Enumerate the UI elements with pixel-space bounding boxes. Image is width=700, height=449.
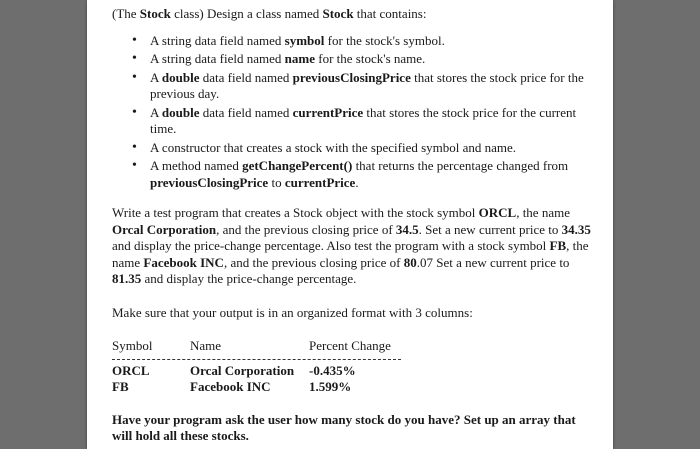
intro-bold: Stock	[139, 6, 171, 21]
para-bold: 81.35	[112, 271, 142, 286]
para-bold: Orcal Corporation	[112, 221, 217, 237]
table-header-row	[112, 338, 592, 355]
item-bold: currentPrice	[292, 104, 364, 120]
cell-name: Orcal Corporation	[190, 362, 295, 378]
output-table	[112, 338, 592, 396]
para-text: , the name	[516, 205, 570, 220]
item-text: data field named	[199, 104, 293, 120]
final-instruction: Have your program ask the user how many stock do you have? Set up an array that will hold all these stocks.	[112, 411, 576, 443]
cell-percent: -0.435%	[309, 362, 356, 378]
test-program-paragraph	[112, 205, 592, 288]
para-bold: FB	[549, 238, 567, 253]
para-text: , the name	[112, 238, 589, 270]
para-bold: 34.35	[561, 221, 591, 237]
cell-name: Facebook INC	[190, 379, 271, 394]
item-text: A	[150, 69, 162, 85]
para-text: and display the price-change percentage.	[141, 271, 357, 286]
item-bold: currentPrice	[284, 174, 356, 190]
item-text: that stores the stock price for the current time.	[150, 104, 577, 136]
item-text: A string data field named	[150, 32, 285, 48]
cell-symbol: FB	[112, 379, 129, 394]
format-instruction: Make sure that your output is in an organized format with 3 columns:	[112, 304, 473, 320]
para-text: , and the previous closing price of	[216, 221, 396, 237]
intro-bold: Stock	[322, 6, 354, 21]
document-content	[112, 6, 592, 445]
item-bold: symbol	[284, 32, 325, 48]
item-bold: double	[161, 69, 200, 85]
item-text: for the stock's symbol.	[324, 32, 445, 48]
item-text: .	[355, 174, 359, 190]
cell-symbol: ORCL	[112, 362, 150, 378]
para-bold: Facebook INC	[143, 254, 224, 270]
para-bold: ORCL	[478, 205, 517, 220]
intro-text: that contains:	[353, 6, 427, 21]
item-bold: double	[161, 104, 200, 120]
intro-line	[112, 6, 592, 23]
list-item	[150, 140, 592, 157]
dashed-divider	[112, 359, 401, 360]
list-item	[150, 33, 592, 50]
table-row	[112, 379, 592, 396]
para-bold: 80	[403, 254, 417, 270]
item-bold: name	[284, 51, 316, 66]
table-row	[112, 363, 592, 380]
document-page	[87, 0, 613, 449]
cell-percent: 1.599%	[309, 379, 352, 394]
list-item	[150, 51, 592, 68]
para-text: and display the price-change percentage. Also test the program with a stock symbol	[112, 238, 550, 253]
list-item	[150, 158, 592, 191]
item-text: A string data field named	[150, 51, 285, 66]
item-text: to	[268, 174, 285, 190]
item-text: that returns the percentage changed from	[352, 158, 569, 173]
item-text: data field named	[199, 69, 293, 85]
para-bold: 34.5	[395, 221, 419, 237]
intro-text: class) Design a class named	[170, 6, 323, 21]
list-item	[150, 105, 592, 138]
item-bold: previousClosingPrice	[150, 174, 269, 190]
para-text: Write a test program that creates a Stock object with the stock symbol	[112, 205, 479, 220]
intro-text: (The	[112, 6, 140, 21]
header-name: Name	[190, 338, 222, 353]
para-text: . Set a new current price to	[418, 221, 562, 237]
item-text: A	[150, 104, 162, 120]
list-item	[150, 70, 592, 103]
item-text: for the stock's name.	[315, 51, 426, 66]
header-percent-change: Percent Change	[309, 338, 391, 353]
requirements-list	[112, 33, 592, 192]
para-text: .07 Set a new current price to	[416, 254, 570, 270]
item-bold: getChangePercent()	[242, 158, 353, 173]
item-text: A method named	[150, 158, 243, 173]
para-text: , and the previous closing price of	[223, 254, 404, 270]
item-text: that stores the stock price for the previous day.	[150, 69, 584, 101]
item-text: A constructor that creates a stock with the specified symbol and name.	[150, 139, 517, 155]
item-bold: previousClosingPrice	[292, 69, 411, 85]
header-symbol: Symbol	[112, 338, 153, 353]
